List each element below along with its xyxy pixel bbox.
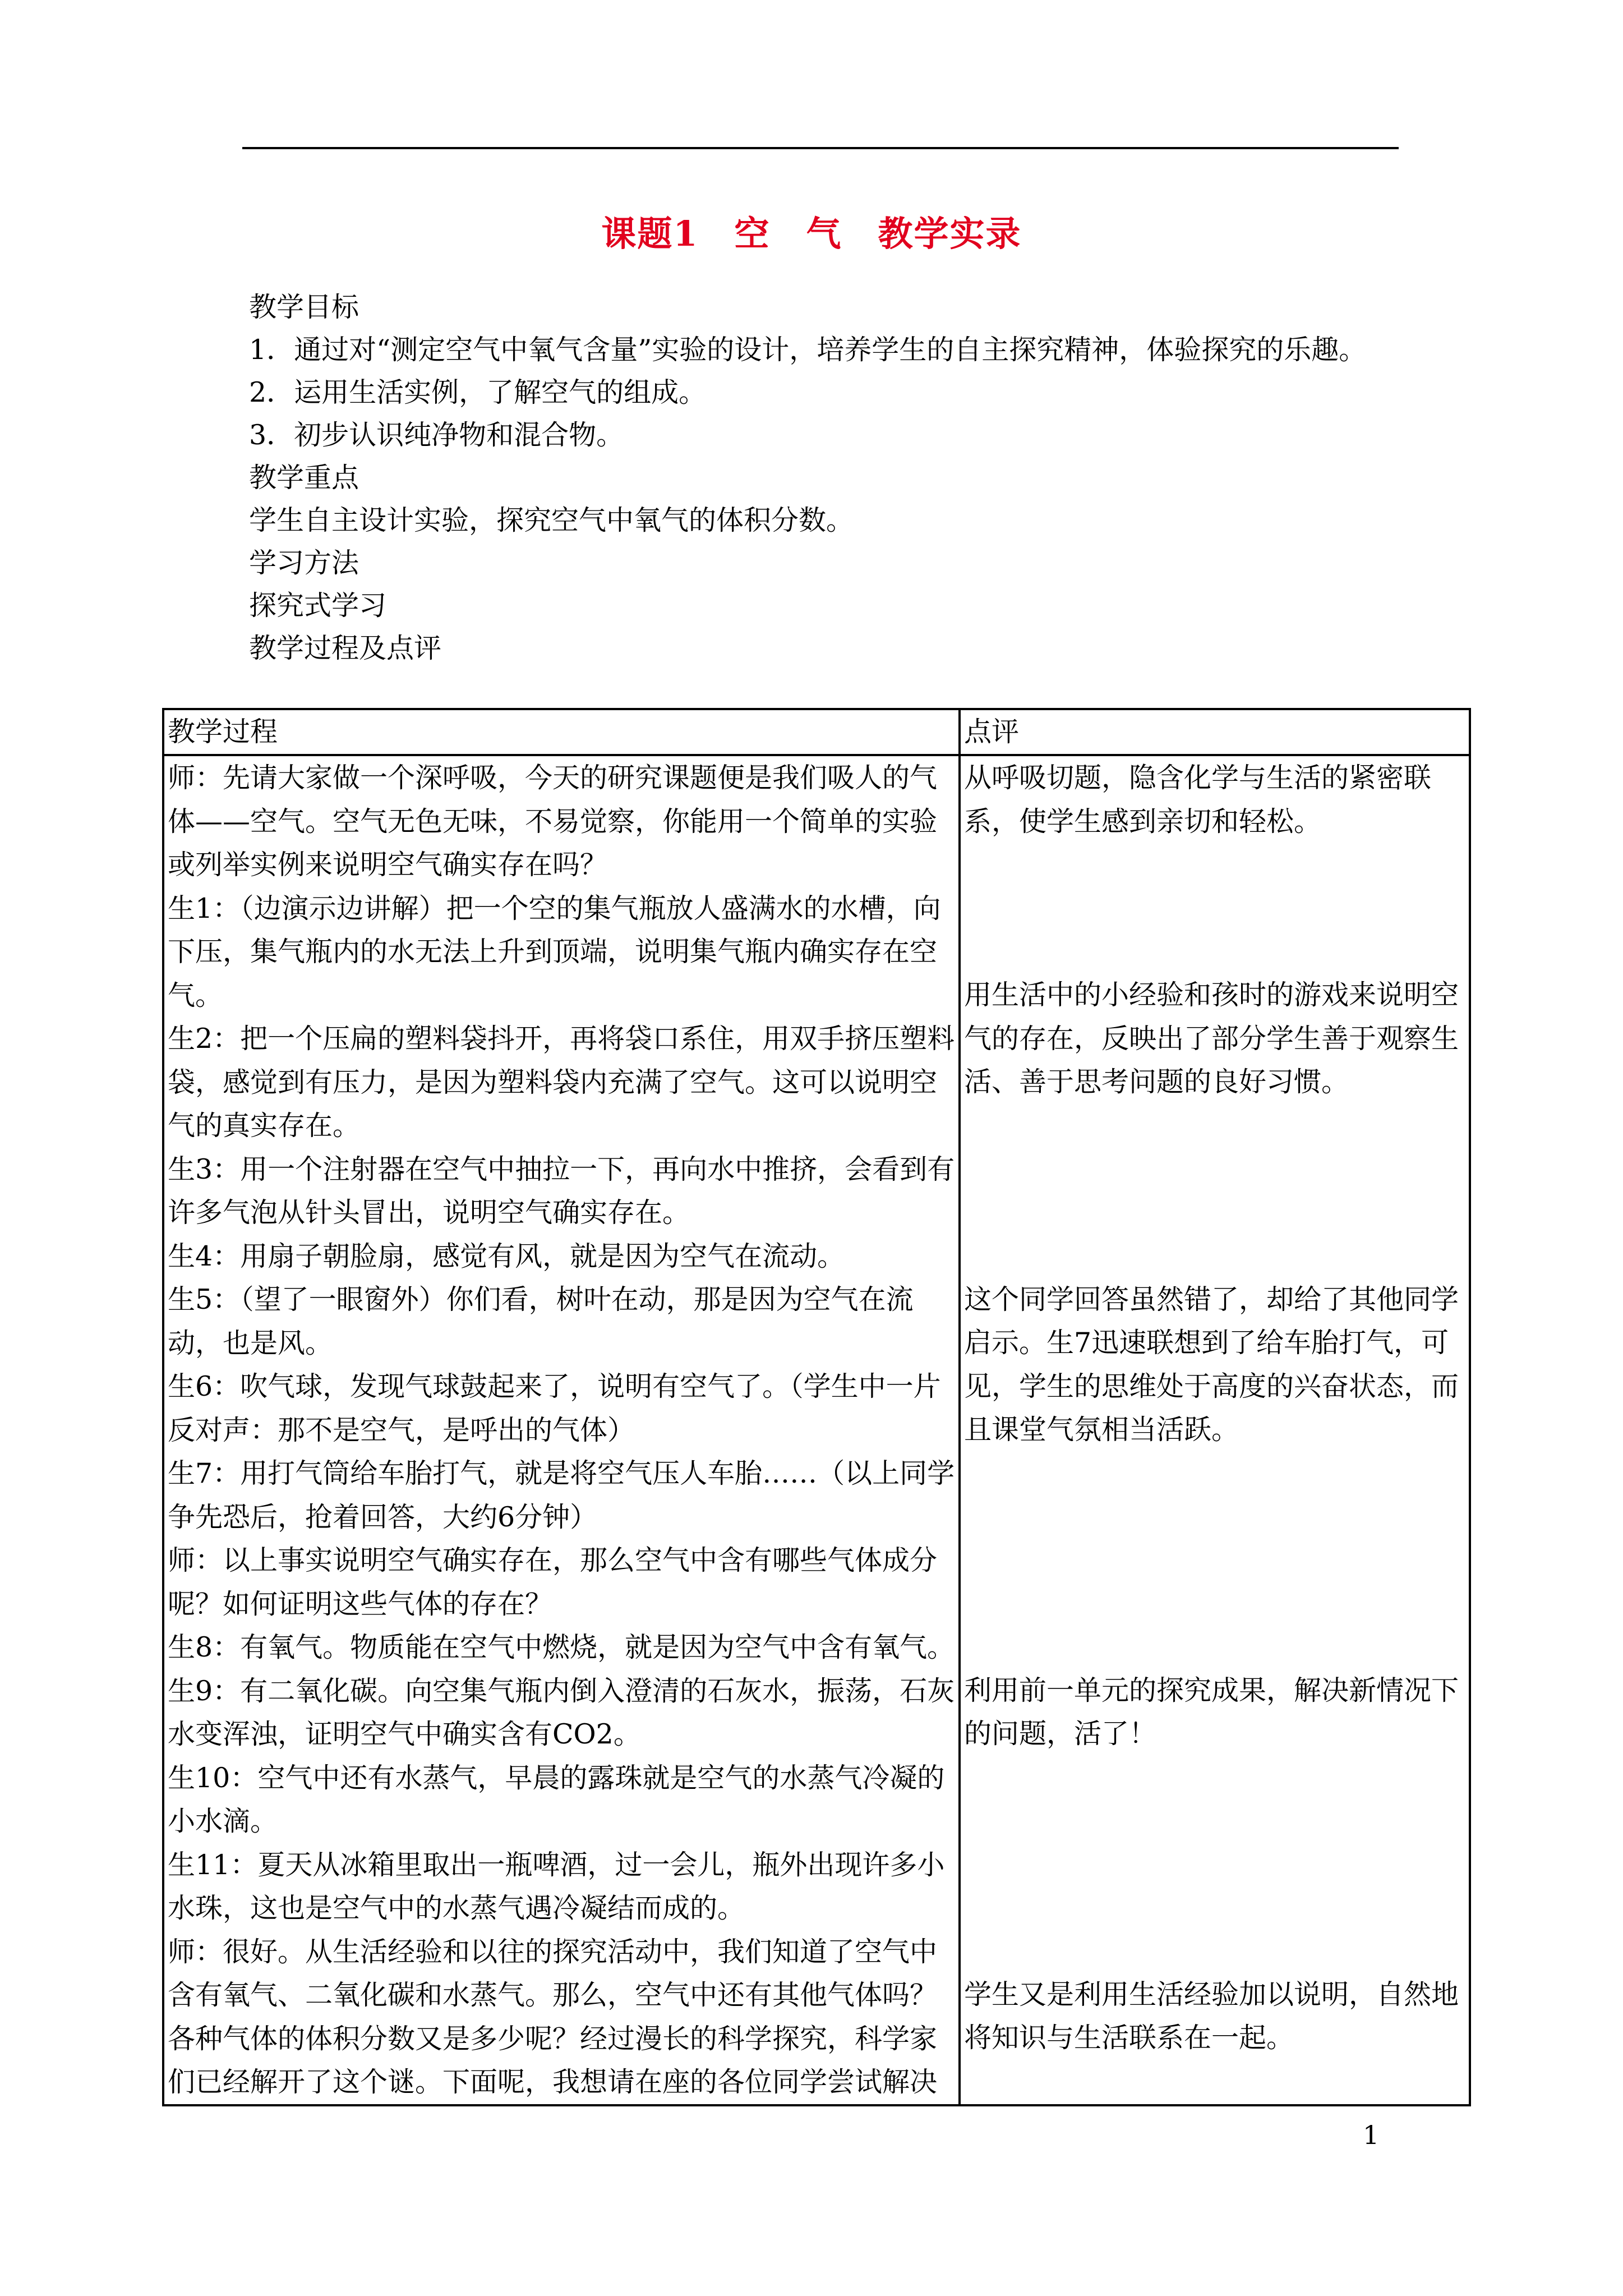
header-process: 教学过程: [163, 709, 960, 755]
process-paragraph: 生9：有二氧化碳。向空集气瓶内倒入澄清的石灰水，振荡，石灰水变浑浊，证明空气中确实含有CO2。: [168, 1674, 955, 1750]
comment-paragraph: 从呼吸切题，隐含化学与生活的紧密联系，使学生感到亲切和轻松。: [964, 762, 1432, 838]
comment-paragraph: 学生又是利用生活经验加以说明，自然地将知识与生活联系在一起。: [964, 1978, 1459, 2054]
process-paragraph: 师：先请大家做一个深呼吸，今天的研究课题便是我们吸人的气体——空气。空气无色无味，不易觉察，你能用一个简单的实验或列举实例来说明空气确实存在吗？: [168, 762, 938, 881]
comment-gap: [964, 1452, 1465, 1669]
objective-2: 2．运用生活实例，了解空气的组成。: [249, 376, 707, 408]
process-paragraph: 生3：用一个注射器在空气中抽拉一下，再向水中推挤，会看到有许多气泡从针头冒出，说明空气确实存在。: [168, 1153, 955, 1228]
process-cell: [163, 755, 960, 2105]
comment-gap: [964, 1104, 1465, 1278]
focus-text: 学生自主设计实验，探究空气中氧气的体积分数。: [249, 504, 854, 536]
process-table: [162, 708, 1471, 2106]
header-comment: 点评: [960, 709, 1470, 755]
process-paragraph: 师：很好。从生活经验和以往的探究活动中，我们知道了空气中含有氧气、二氧化碳和水蒸气。那么，空气中还有其他气体吗？各种气体的体积分数又是多少呢？经过漫长的科学探究，科学家们已经解开了这个谜。下面呢，我想请在座的各位同学尝试解决: [168, 1935, 938, 2098]
process-paragraph: 生5：（望了一眼窗外）你们看，树叶在动，那是因为空气在流动，也是风。: [168, 1283, 914, 1359]
comment-paragraph: 这个同学回答虽然错了，却给了其他同学启示。生7迅速联想到了给车胎打气，可见，学生的思维处于高度的兴奋状态，而且课堂气氛相当活跃。: [964, 1283, 1459, 1446]
process-paragraph: 生10：空气中还有水蒸气，早晨的露珠就是空气的水蒸气冷凝的小水滴。: [168, 1761, 945, 1837]
intro-section: [249, 286, 1399, 670]
method-text: 探究式学习: [249, 590, 387, 622]
comment-gap: [964, 1756, 1465, 1973]
comment-paragraph: 利用前一单元的探究成果，解决新情况下的问题，活了！: [964, 1674, 1459, 1750]
objective-3: 3．初步认识纯净物和混合物。: [249, 419, 624, 451]
section-heading-objectives: 教学目标: [249, 291, 359, 323]
process-paragraph: 生11：夏天从冰箱里取出一瓶啤酒，过一会儿，瓶外出现许多小水珠，这也是空气中的水蒸气遇冷凝结而成的。: [168, 1848, 945, 1924]
comment-paragraph: 用生活中的小经验和孩时的游戏来说明空气的存在，反映出了部分学生善于观察生活、善于思考问题的良好习惯。: [964, 979, 1459, 1098]
page-title: 课题1 空 气 教学实录: [601, 213, 1022, 254]
process-paragraph: 生7：用打气筒给车胎打气，就是将空气压人车胎……（以上同学争先恐后，抢着回答，大约6分钟）: [168, 1457, 955, 1533]
process-paragraph: 生2：把一个压扁的塑料袋抖开，再将袋口系住，用双手挤压塑料袋，感觉到有压力，是因为塑料袋内充满了空气。这可以说明空气的真实存在。: [168, 1023, 955, 1142]
page-number: 1: [1363, 2120, 1380, 2150]
process-paragraph: 生8：有氧气。物质能在空气中燃烧，就是因为空气中含有氧气。: [168, 1631, 955, 1663]
objective-1: 1．通过对“测定空气中氧气含量”实验的设计，培养学生的自主探究精神，体验探究的乐趣。: [249, 334, 1367, 366]
section-heading-method: 学习方法: [249, 547, 359, 579]
comment-gap: [964, 843, 1465, 973]
section-heading-process: 教学过程及点评: [249, 632, 442, 664]
table-header-row: [163, 709, 1470, 755]
process-paragraph: 生6：吹气球，发现气球鼓起来了，说明有空气了。（学生中一片反对声：那不是空气，是呼出的气体）: [168, 1370, 941, 1446]
process-paragraph: 师：以上事实说明空气确实存在，那么空气中含有哪些气体成分呢？如何证明这些气体的存在？: [168, 1544, 938, 1620]
comment-cell: [960, 755, 1470, 2105]
table-body-row: [163, 755, 1470, 2105]
process-paragraph: 生1：（边演示边讲解）把一个空的集气瓶放人盛满水的水槽，向下压，集气瓶内的水无法上升到顶端，说明集气瓶内确实存在空气。: [168, 892, 941, 1011]
section-heading-focus: 教学重点: [249, 462, 359, 494]
header-rule: [242, 147, 1399, 149]
process-paragraph: 生4：用扇子朝脸扇，感觉有风，就是因为空气在流动。: [168, 1240, 845, 1272]
